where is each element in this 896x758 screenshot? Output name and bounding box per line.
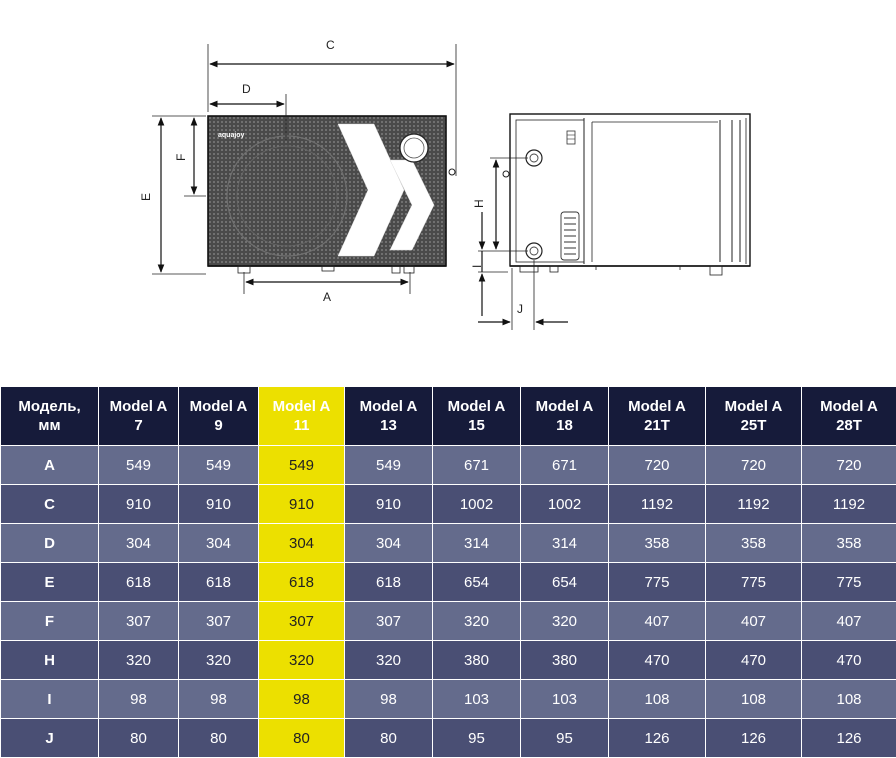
dimensions-table bbox=[0, 386, 896, 758]
dimension-value: 307 bbox=[345, 602, 433, 641]
dim-f-label: F bbox=[174, 153, 188, 161]
corner-header-line-2: мм bbox=[38, 417, 61, 434]
dimension-value: 720 bbox=[802, 446, 896, 485]
table-header-row bbox=[1, 387, 896, 446]
brand-logo: aquajoy bbox=[218, 132, 245, 139]
dimension-value: 80 bbox=[99, 719, 179, 758]
dimension-value: 108 bbox=[609, 680, 706, 719]
dimension-value: 470 bbox=[802, 641, 896, 680]
dimension-label: J bbox=[1, 719, 99, 758]
dimension-label: E bbox=[1, 563, 99, 602]
dimension-value: 671 bbox=[521, 446, 609, 485]
dimension-value: 549 bbox=[345, 446, 433, 485]
dimension-value: 720 bbox=[706, 446, 802, 485]
dimension-value: 307 bbox=[99, 602, 179, 641]
model-name: Model A bbox=[359, 398, 418, 415]
dimension-value: 775 bbox=[802, 563, 896, 602]
dimension-value: 98 bbox=[99, 680, 179, 719]
dimension-value: 407 bbox=[706, 602, 802, 641]
model-name: Model A bbox=[820, 398, 878, 415]
dimension-value: 320 bbox=[345, 641, 433, 680]
model-name: Model A bbox=[724, 398, 783, 415]
model-name: Model A bbox=[535, 398, 594, 415]
table-row bbox=[1, 641, 896, 680]
model-name: Model A bbox=[109, 398, 168, 415]
model-name: Model A bbox=[189, 398, 248, 415]
dimension-value: 304 bbox=[99, 524, 179, 563]
dimension-value: 108 bbox=[706, 680, 802, 719]
dimension-value: 775 bbox=[609, 563, 706, 602]
corner-header-line-1: Модель, bbox=[18, 398, 81, 415]
dimension-value: 98 bbox=[259, 680, 345, 719]
dimension-value: 358 bbox=[609, 524, 706, 563]
dimension-label: F bbox=[1, 602, 99, 641]
dim-j-label: J bbox=[517, 302, 523, 316]
dimension-value: 910 bbox=[179, 485, 259, 524]
model-header bbox=[433, 387, 521, 446]
dimension-value: 108 bbox=[802, 680, 896, 719]
dimension-value: 126 bbox=[609, 719, 706, 758]
dimension-value: 407 bbox=[609, 602, 706, 641]
dimension-value: 380 bbox=[521, 641, 609, 680]
model-header bbox=[706, 387, 802, 446]
dimension-label: D bbox=[1, 524, 99, 563]
model-number: 7 bbox=[134, 417, 143, 434]
dimension-value: 1192 bbox=[706, 485, 802, 524]
side-view bbox=[503, 114, 750, 275]
dimension-value: 320 bbox=[99, 641, 179, 680]
model-header bbox=[609, 387, 706, 446]
front-view bbox=[208, 116, 455, 273]
model-number: 11 bbox=[293, 417, 310, 434]
model-name: Model A bbox=[628, 398, 686, 415]
corner-header bbox=[1, 387, 99, 446]
model-number: 25T bbox=[740, 417, 767, 434]
model-header bbox=[99, 387, 179, 446]
dimension-value: 80 bbox=[259, 719, 345, 758]
dim-i-label: I bbox=[470, 264, 484, 268]
table-row bbox=[1, 563, 896, 602]
dimension-value: 95 bbox=[433, 719, 521, 758]
dimension-value: 549 bbox=[259, 446, 345, 485]
dim-h-label: H bbox=[472, 199, 486, 208]
dimension-value: 1002 bbox=[433, 485, 521, 524]
model-name: Model A bbox=[272, 398, 331, 415]
dimension-label: H bbox=[1, 641, 99, 680]
dimension-value: 304 bbox=[345, 524, 433, 563]
dimension-value: 95 bbox=[521, 719, 609, 758]
dimension-value: 470 bbox=[609, 641, 706, 680]
dimension-value: 910 bbox=[259, 485, 345, 524]
dimension-value: 320 bbox=[433, 602, 521, 641]
dimension-value: 126 bbox=[706, 719, 802, 758]
model-header bbox=[345, 387, 433, 446]
dimension-value: 320 bbox=[179, 641, 259, 680]
dimension-value: 671 bbox=[433, 446, 521, 485]
dimension-value: 98 bbox=[179, 680, 259, 719]
model-header bbox=[259, 387, 345, 446]
dimension-label: I bbox=[1, 680, 99, 719]
model-number: 18 bbox=[556, 417, 573, 434]
dimension-value: 549 bbox=[179, 446, 259, 485]
dimension-value: 910 bbox=[345, 485, 433, 524]
table-row bbox=[1, 446, 896, 485]
dim-e-label: E bbox=[139, 192, 153, 201]
dimension-value: 720 bbox=[609, 446, 706, 485]
model-header bbox=[802, 387, 896, 446]
model-number: 21T bbox=[644, 417, 670, 434]
dimension-value: 358 bbox=[802, 524, 896, 563]
dimension-value: 549 bbox=[99, 446, 179, 485]
dimension-value: 1002 bbox=[521, 485, 609, 524]
table-row bbox=[1, 524, 896, 563]
dimension-value: 654 bbox=[521, 563, 609, 602]
dimension-value: 103 bbox=[521, 680, 609, 719]
dimension-value: 314 bbox=[521, 524, 609, 563]
dimension-value: 380 bbox=[433, 641, 521, 680]
dimension-value: 1192 bbox=[609, 485, 706, 524]
model-number: 13 bbox=[380, 417, 397, 434]
dimension-value: 320 bbox=[259, 641, 345, 680]
dimension-label: C bbox=[1, 485, 99, 524]
table-row bbox=[1, 680, 896, 719]
dimension-value: 126 bbox=[802, 719, 896, 758]
dimension-value: 358 bbox=[706, 524, 802, 563]
dimension-value: 618 bbox=[99, 563, 179, 602]
dimension-value: 910 bbox=[99, 485, 179, 524]
dimension-value: 654 bbox=[433, 563, 521, 602]
dimension-value: 98 bbox=[345, 680, 433, 719]
dimension-label: A bbox=[1, 446, 99, 485]
dimension-value: 80 bbox=[345, 719, 433, 758]
dimension-value: 320 bbox=[521, 602, 609, 641]
dim-d-label: D bbox=[242, 82, 251, 96]
table-body bbox=[1, 446, 896, 758]
model-number: 15 bbox=[468, 417, 485, 434]
dimension-value: 470 bbox=[706, 641, 802, 680]
dimension-value: 304 bbox=[259, 524, 345, 563]
dimension-value: 80 bbox=[179, 719, 259, 758]
dimension-value: 307 bbox=[179, 602, 259, 641]
dimension-value: 103 bbox=[433, 680, 521, 719]
dimension-value: 775 bbox=[706, 563, 802, 602]
dim-a-label: A bbox=[323, 290, 332, 304]
dimension-value: 618 bbox=[179, 563, 259, 602]
model-number: 28T bbox=[836, 417, 862, 434]
model-header bbox=[179, 387, 259, 446]
dimension-value: 618 bbox=[259, 563, 345, 602]
dimension-value: 618 bbox=[345, 563, 433, 602]
dimension-value: 304 bbox=[179, 524, 259, 563]
model-header bbox=[521, 387, 609, 446]
model-number: 9 bbox=[214, 417, 223, 434]
table-row bbox=[1, 485, 896, 524]
model-name: Model A bbox=[447, 398, 506, 415]
dimension-value: 307 bbox=[259, 602, 345, 641]
dimension-value: 314 bbox=[433, 524, 521, 563]
dim-c-label: C bbox=[326, 38, 335, 52]
table-row bbox=[1, 602, 896, 641]
table-row bbox=[1, 719, 896, 758]
dimension-value: 1192 bbox=[802, 485, 896, 524]
dimension-value: 407 bbox=[802, 602, 896, 641]
